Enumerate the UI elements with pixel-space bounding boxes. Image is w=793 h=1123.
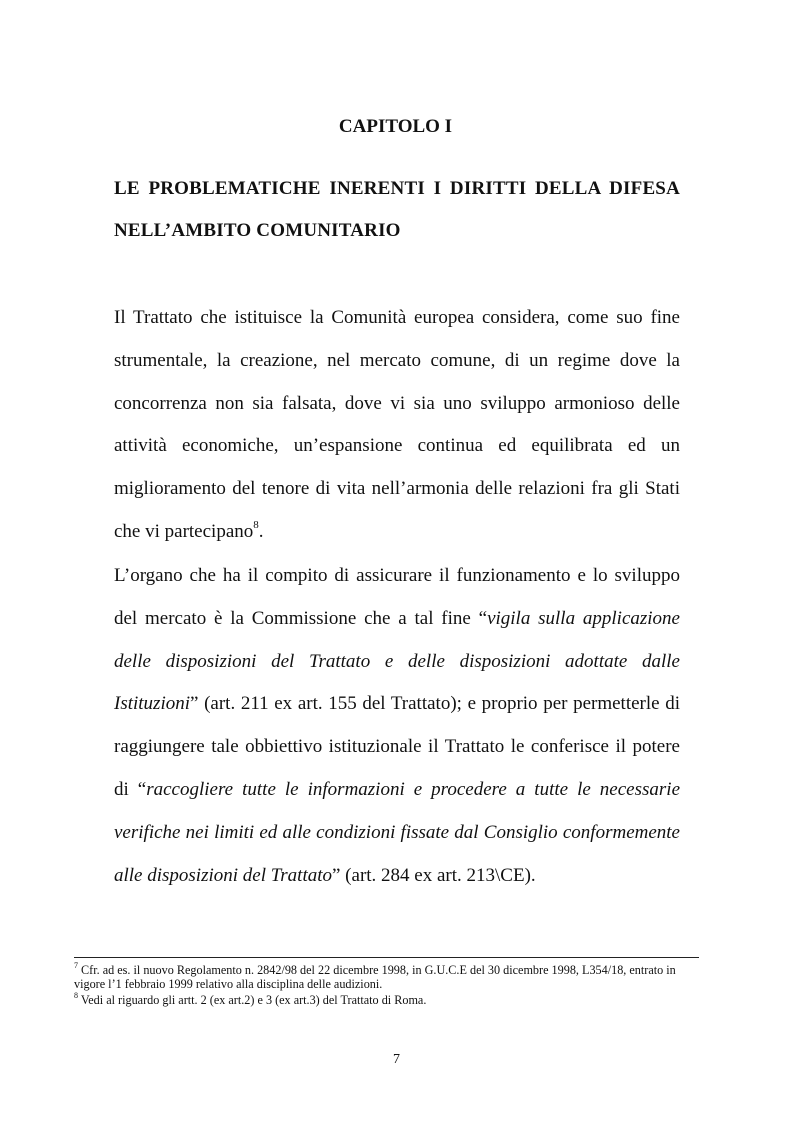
footnote-8 (74, 990, 699, 1007)
section-heading-line-2: NELL’AMBITO COMUNITARIO (114, 220, 401, 241)
paragraph-1 (114, 297, 680, 554)
quote-vigila: vigila sulla applicazione delle disposizioni del Trattato e delle disposizioni adottate dalle Istituzioni (114, 607, 680, 715)
footnote-separator (74, 957, 699, 958)
footnote-8-number: 8 (74, 990, 78, 1000)
footnote-ref-8[interactable]: 8 (253, 518, 259, 531)
chapter-title (0, 116, 793, 138)
paragraph-2-text-b: ” (art. 211 ex art. 155 del Trattato); e proprio per permetterle di raggiungere tale obbiettivo istituzionale il Trattato le conferisce il potere di “ (114, 693, 680, 800)
paragraph-2-text-a: L’organo che ha il compito di assicurare il funzionamento e lo sviluppo del mercato è la Commissione che a tal fine “ (114, 565, 680, 629)
page-number: 7 (393, 1052, 400, 1067)
section-heading-line-1: LE PROBLEMATICHE INERENTI I DIRITTI DELLA DIFESA (114, 178, 680, 199)
footnote-7-number: 7 (74, 960, 78, 970)
footnote-8-text: Vedi al riguardo gli artt. 2 (ex art.2) e 3 (ex art.3) del Trattato di Roma. (78, 993, 427, 1007)
footnote-7-text: Cfr. ad es. il nuovo Regolamento n. 2842/98 del 22 dicembre 1998, in G.U.C.E del 30 dicembre 1998, L354/18, entrato in vigore l’1 febbraio 1999 relativo alla disciplina delle audizioni. (74, 963, 676, 991)
chapter-title-text: CAPITOLO I (338, 116, 453, 137)
paragraph-1-end: . (258, 520, 264, 542)
quote-raccogliere: raccogliere tutte le informazioni e procedere a tutte le necessarie verifiche nei limiti ed alle condizioni fissate dal Consiglio conformemente alle disposizioni del Trattato (114, 778, 681, 886)
paragraph-2-text-c: ” (art. 284 ex art. 213\CE). (332, 864, 536, 886)
paragraph-2 (114, 555, 680, 897)
paragraph-1-text: Il Trattato che istituisce la Comunità europea considera, come suo fine strumentale, la creazione, nel mercato comune, di un regime dove la concorrenza non sia falsata, dove vi sia uno sviluppo armonioso delle attività economiche, un’espansione continua ed equilibrata ed un miglioramento del tenore di vita nell’armonia delle relazioni fra gli Stati che vi partecipano (114, 307, 680, 542)
footnote-7 (74, 960, 699, 991)
